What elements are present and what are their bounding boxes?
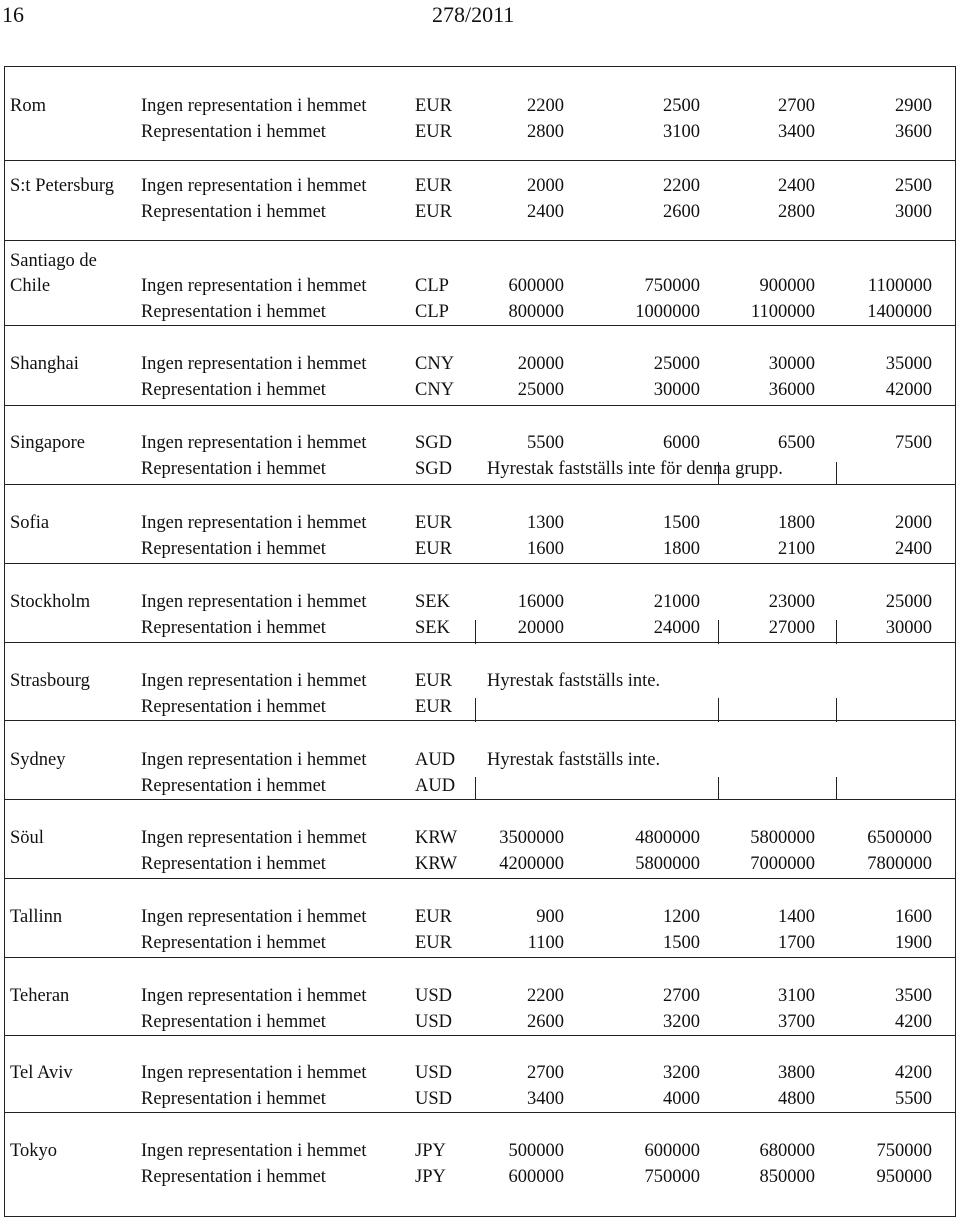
rate-value: 2100 — [778, 539, 815, 559]
rate-value: 2400 — [895, 539, 932, 559]
rate-value: 750000 — [644, 276, 700, 296]
rate-value: 2600 — [663, 202, 700, 222]
rate-value: 3600 — [895, 122, 932, 142]
rate-value: 1800 — [663, 539, 700, 559]
row-separator — [4, 878, 956, 879]
rate-value: 1600 — [895, 907, 932, 927]
currency-code: KRW — [415, 828, 458, 848]
rate-value: 2500 — [663, 96, 700, 116]
category-label: Ingen representation i hemmet — [141, 828, 367, 848]
rate-value: 600000 — [644, 1141, 700, 1161]
city-name: S:t Petersburg — [10, 176, 114, 196]
category-label: Representation i hemmet — [141, 933, 326, 953]
category-label: Representation i hemmet — [141, 1089, 326, 1109]
rate-value: 25000 — [653, 354, 700, 374]
rate-value: 2800 — [527, 122, 564, 142]
category-label: Ingen representation i hemmet — [141, 671, 367, 691]
category-label: Representation i hemmet — [141, 122, 326, 142]
currency-code: AUD — [415, 776, 456, 796]
row-separator — [4, 160, 956, 161]
row-separator — [4, 957, 956, 958]
rate-value: 23000 — [768, 592, 815, 612]
rate-value: 1900 — [895, 933, 932, 953]
currency-code: USD — [415, 1012, 453, 1032]
category-label: Ingen representation i hemmet — [141, 750, 367, 770]
rate-value: 2500 — [895, 176, 932, 196]
rate-value: 1100000 — [867, 276, 932, 296]
column-divider — [836, 777, 837, 799]
rate-value: 750000 — [644, 1167, 700, 1187]
column-divider — [475, 698, 476, 722]
currency-code: AUD — [415, 750, 456, 770]
rate-value: 36000 — [768, 380, 815, 400]
row-separator — [4, 642, 956, 643]
rate-value: 16000 — [517, 592, 564, 612]
currency-code: USD — [415, 1063, 453, 1083]
category-label: Representation i hemmet — [141, 697, 326, 717]
rate-value: 600000 — [508, 276, 564, 296]
currency-code: JPY — [415, 1167, 446, 1187]
row-separator — [4, 240, 956, 241]
city-name: Stockholm — [10, 592, 91, 612]
currency-code: EUR — [415, 176, 452, 196]
rate-value: 25000 — [517, 380, 564, 400]
document-reference: 278/2011 — [432, 2, 515, 27]
row-separator — [4, 1035, 956, 1036]
rate-value: 3400 — [778, 122, 815, 142]
rate-value: 4200000 — [499, 854, 564, 874]
currency-code: EUR — [415, 539, 452, 559]
rate-value: 5500 — [527, 433, 564, 453]
rate-value: 1500 — [663, 933, 700, 953]
rate-value: 2800 — [778, 202, 815, 222]
rate-value: 2700 — [778, 96, 815, 116]
rate-value: 2200 — [663, 176, 700, 196]
rate-value: 1400 — [778, 907, 815, 927]
rate-value: 4200 — [895, 1012, 932, 1032]
category-label: Ingen representation i hemmet — [141, 513, 367, 533]
category-label: Ingen representation i hemmet — [141, 986, 367, 1006]
rate-value: 24000 — [653, 618, 700, 638]
rate-value: 750000 — [876, 1141, 932, 1161]
rate-value: 950000 — [876, 1167, 932, 1187]
category-label: Representation i hemmet — [141, 1167, 326, 1187]
currency-code: EUR — [415, 671, 452, 691]
rate-value: 3000 — [895, 202, 932, 222]
rate-value: 6000 — [663, 433, 700, 453]
currency-code: EUR — [415, 96, 452, 116]
rate-value: 1800 — [778, 513, 815, 533]
city-name: Sydney — [10, 750, 66, 770]
rate-value: 35000 — [885, 354, 932, 374]
rate-value: 2900 — [895, 96, 932, 116]
category-label: Ingen representation i hemmet — [141, 433, 367, 453]
rate-value: 2000 — [895, 513, 932, 533]
currency-code: EUR — [415, 697, 452, 717]
rate-value: 3400 — [527, 1089, 564, 1109]
category-label: Ingen representation i hemmet — [141, 354, 367, 374]
city-name: Rom — [10, 96, 46, 116]
city-name: Shanghai — [10, 354, 79, 374]
rate-value: 7800000 — [867, 854, 932, 874]
rate-value: 3100 — [778, 986, 815, 1006]
rate-value: 1100000 — [750, 302, 815, 322]
rate-value: 2000 — [527, 176, 564, 196]
city-name: Sofia — [10, 513, 50, 533]
category-label: Ingen representation i hemmet — [141, 276, 367, 296]
currency-code: USD — [415, 1089, 453, 1109]
rate-value: 20000 — [517, 354, 564, 374]
rate-value: 4800 — [778, 1089, 815, 1109]
rate-value: 5500 — [895, 1089, 932, 1109]
rate-value: 2700 — [527, 1063, 564, 1083]
row-separator — [4, 484, 956, 485]
row-separator — [4, 720, 956, 721]
rate-value: 3100 — [663, 122, 700, 142]
rate-value: 800000 — [508, 302, 564, 322]
rate-value: 4200 — [895, 1063, 932, 1083]
currency-code: EUR — [415, 202, 452, 222]
category-label: Representation i hemmet — [141, 302, 326, 322]
currency-code: CNY — [415, 354, 455, 374]
category-label: Ingen representation i hemmet — [141, 1141, 367, 1161]
note-text: Hyrestak fastställs inte för denna grupp. — [487, 459, 783, 479]
rate-value: 2400 — [527, 202, 564, 222]
rate-value: 1000000 — [635, 302, 700, 322]
note-text: Hyrestak fastställs inte. — [487, 671, 661, 691]
row-separator — [4, 1112, 956, 1113]
rate-value: 2600 — [527, 1012, 564, 1032]
city-name: Singapore — [10, 433, 86, 453]
category-label: Representation i hemmet — [141, 854, 326, 874]
row-separator — [4, 563, 956, 564]
rate-value: 30000 — [885, 618, 932, 638]
rate-value: 850000 — [759, 1167, 815, 1187]
rate-value: 1600 — [527, 539, 564, 559]
currency-code: KRW — [415, 854, 458, 874]
city-name: Tokyo — [10, 1141, 58, 1161]
rate-value: 21000 — [653, 592, 700, 612]
column-divider — [475, 777, 476, 799]
rate-value: 30000 — [768, 354, 815, 374]
currency-code: CNY — [415, 380, 455, 400]
rate-value: 6500 — [778, 433, 815, 453]
rate-value: 2400 — [778, 176, 815, 196]
rate-value: 6500000 — [867, 828, 932, 848]
currency-code: SGD — [415, 433, 453, 453]
rate-value: 600000 — [508, 1167, 564, 1187]
row-separator — [4, 799, 956, 800]
row-separator — [4, 325, 956, 326]
currency-code: CLP — [415, 276, 449, 296]
rate-value: 900000 — [759, 276, 815, 296]
rate-value: 3800 — [778, 1063, 815, 1083]
rate-value: 1100 — [527, 933, 564, 953]
city-name: Tel Aviv — [10, 1063, 73, 1083]
rate-value: 27000 — [768, 618, 815, 638]
rate-value: 1300 — [527, 513, 564, 533]
rate-value: 2200 — [527, 986, 564, 1006]
currency-code: JPY — [415, 1141, 446, 1161]
category-label: Representation i hemmet — [141, 1012, 326, 1032]
row-separator — [4, 405, 956, 406]
category-label: Representation i hemmet — [141, 202, 326, 222]
city-name: Söul — [10, 828, 44, 848]
currency-code: SEK — [415, 592, 450, 612]
category-label: Ingen representation i hemmet — [141, 592, 367, 612]
rate-value: 500000 — [508, 1141, 564, 1161]
category-label: Representation i hemmet — [141, 459, 326, 479]
rate-value: 42000 — [885, 380, 932, 400]
rate-value: 7000000 — [750, 854, 815, 874]
rate-value: 3200 — [663, 1012, 700, 1032]
rate-value: 1400000 — [867, 302, 932, 322]
rate-value: 900 — [536, 907, 564, 927]
rate-value: 3500000 — [499, 828, 564, 848]
note-text: Hyrestak fastställs inte. — [487, 750, 661, 770]
rate-value: 680000 — [759, 1141, 815, 1161]
currency-code: EUR — [415, 907, 452, 927]
city-name: Teheran — [10, 986, 70, 1006]
currency-code: EUR — [415, 122, 452, 142]
column-divider — [718, 698, 719, 722]
city-name: Santiago de — [10, 251, 97, 271]
rate-value: 1200 — [663, 907, 700, 927]
column-divider — [718, 777, 719, 799]
currency-code: EUR — [415, 933, 452, 953]
category-label: Representation i hemmet — [141, 539, 326, 559]
category-label: Representation i hemmet — [141, 380, 326, 400]
category-label: Ingen representation i hemmet — [141, 96, 367, 116]
rate-value: 7500 — [895, 433, 932, 453]
currency-code: CLP — [415, 302, 449, 322]
city-name: Tallinn — [10, 907, 63, 927]
rate-value: 4000 — [663, 1089, 700, 1109]
column-divider — [836, 698, 837, 722]
column-divider — [836, 462, 837, 484]
page-number: 16 — [2, 2, 24, 27]
category-label: Ingen representation i hemmet — [141, 907, 367, 927]
category-label: Representation i hemmet — [141, 618, 326, 638]
rate-value: 25000 — [885, 592, 932, 612]
city-name: Strasbourg — [10, 671, 90, 691]
rate-value: 5800000 — [750, 828, 815, 848]
category-label: Ingen representation i hemmet — [141, 176, 367, 196]
rate-value: 5800000 — [635, 854, 700, 874]
currency-code: SGD — [415, 459, 453, 479]
currency-code: USD — [415, 986, 453, 1006]
currency-code: EUR — [415, 513, 452, 533]
city-name: Chile — [10, 276, 51, 296]
rate-value: 30000 — [653, 380, 700, 400]
rate-value: 20000 — [517, 618, 564, 638]
rate-value: 1500 — [663, 513, 700, 533]
currency-code: SEK — [415, 618, 450, 638]
rate-value: 3700 — [778, 1012, 815, 1032]
rate-value: 1700 — [778, 933, 815, 953]
rate-value: 2700 — [663, 986, 700, 1006]
rate-value: 3500 — [895, 986, 932, 1006]
rate-value: 4800000 — [635, 828, 700, 848]
rate-value: 3200 — [663, 1063, 700, 1083]
category-label: Representation i hemmet — [141, 776, 326, 796]
rate-value: 2200 — [527, 96, 564, 116]
category-label: Ingen representation i hemmet — [141, 1063, 367, 1083]
